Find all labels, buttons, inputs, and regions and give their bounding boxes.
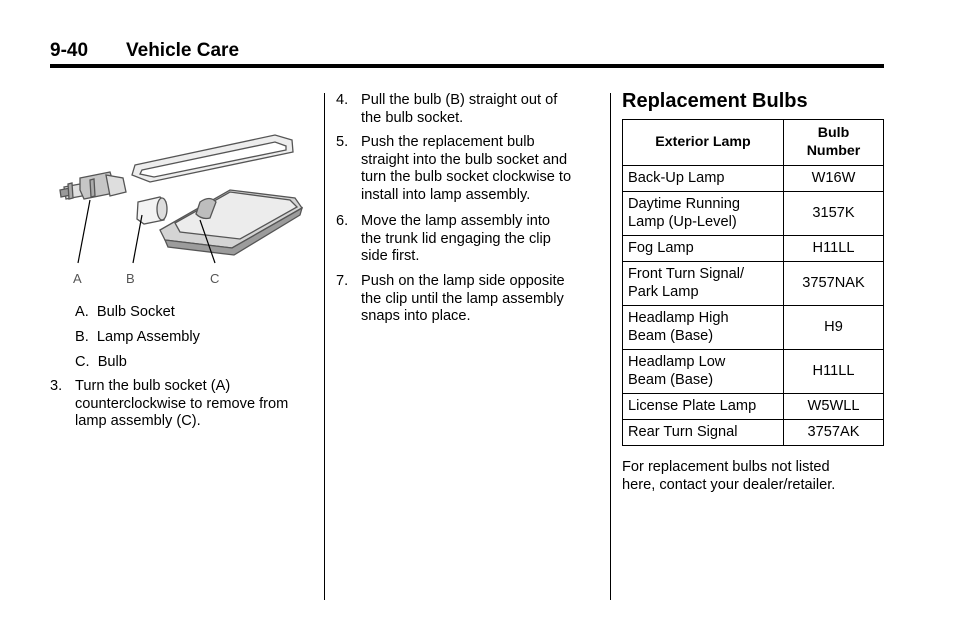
figure-legend-list <box>75 304 200 379</box>
table-row: Fog Lamp H11LL <box>623 236 884 262</box>
lamp-assembly-illustration <box>50 120 310 295</box>
replacement-bulbs-heading: Replacement Bulbs <box>622 90 808 112</box>
replacement-note: For replacement bulbs not listed here, contact your dealer/retailer. <box>622 459 836 493</box>
page-header <box>50 38 884 68</box>
figure-label-b: B <box>126 271 135 286</box>
table-row: Headlamp High Beam (Base) H9 <box>623 306 884 350</box>
table-row: Front Turn Signal/ Park Lamp 3757NAK <box>623 262 884 306</box>
figure-label-a: A <box>73 271 82 286</box>
column-divider-right <box>610 93 611 600</box>
page-number: 9-40 <box>50 40 89 61</box>
column-header-bulb-number: Bulb Number <box>784 120 884 166</box>
table-row: Rear Turn Signal 3757AK <box>623 420 884 446</box>
section-title: Vehicle Care <box>126 40 240 61</box>
table-header-row <box>623 120 884 166</box>
figure-label-c: C <box>210 271 220 286</box>
legend-item: B. Lamp Assembly <box>75 329 200 345</box>
column-divider-left <box>324 93 325 600</box>
legend-item: C. Bulb <box>75 354 127 370</box>
table-row: Daytime Running Lamp (Up-Level) 3157K <box>623 192 884 236</box>
legend-item: A. Bulb Socket <box>75 304 175 320</box>
replacement-bulbs-table <box>622 119 884 446</box>
table-row: Back-Up Lamp W16W <box>623 166 884 192</box>
table-row: License Plate Lamp W5WLL <box>623 394 884 420</box>
column-header-exterior-lamp: Exterior Lamp <box>623 120 784 166</box>
table-row: Headlamp Low Beam (Base) H11LL <box>623 350 884 394</box>
